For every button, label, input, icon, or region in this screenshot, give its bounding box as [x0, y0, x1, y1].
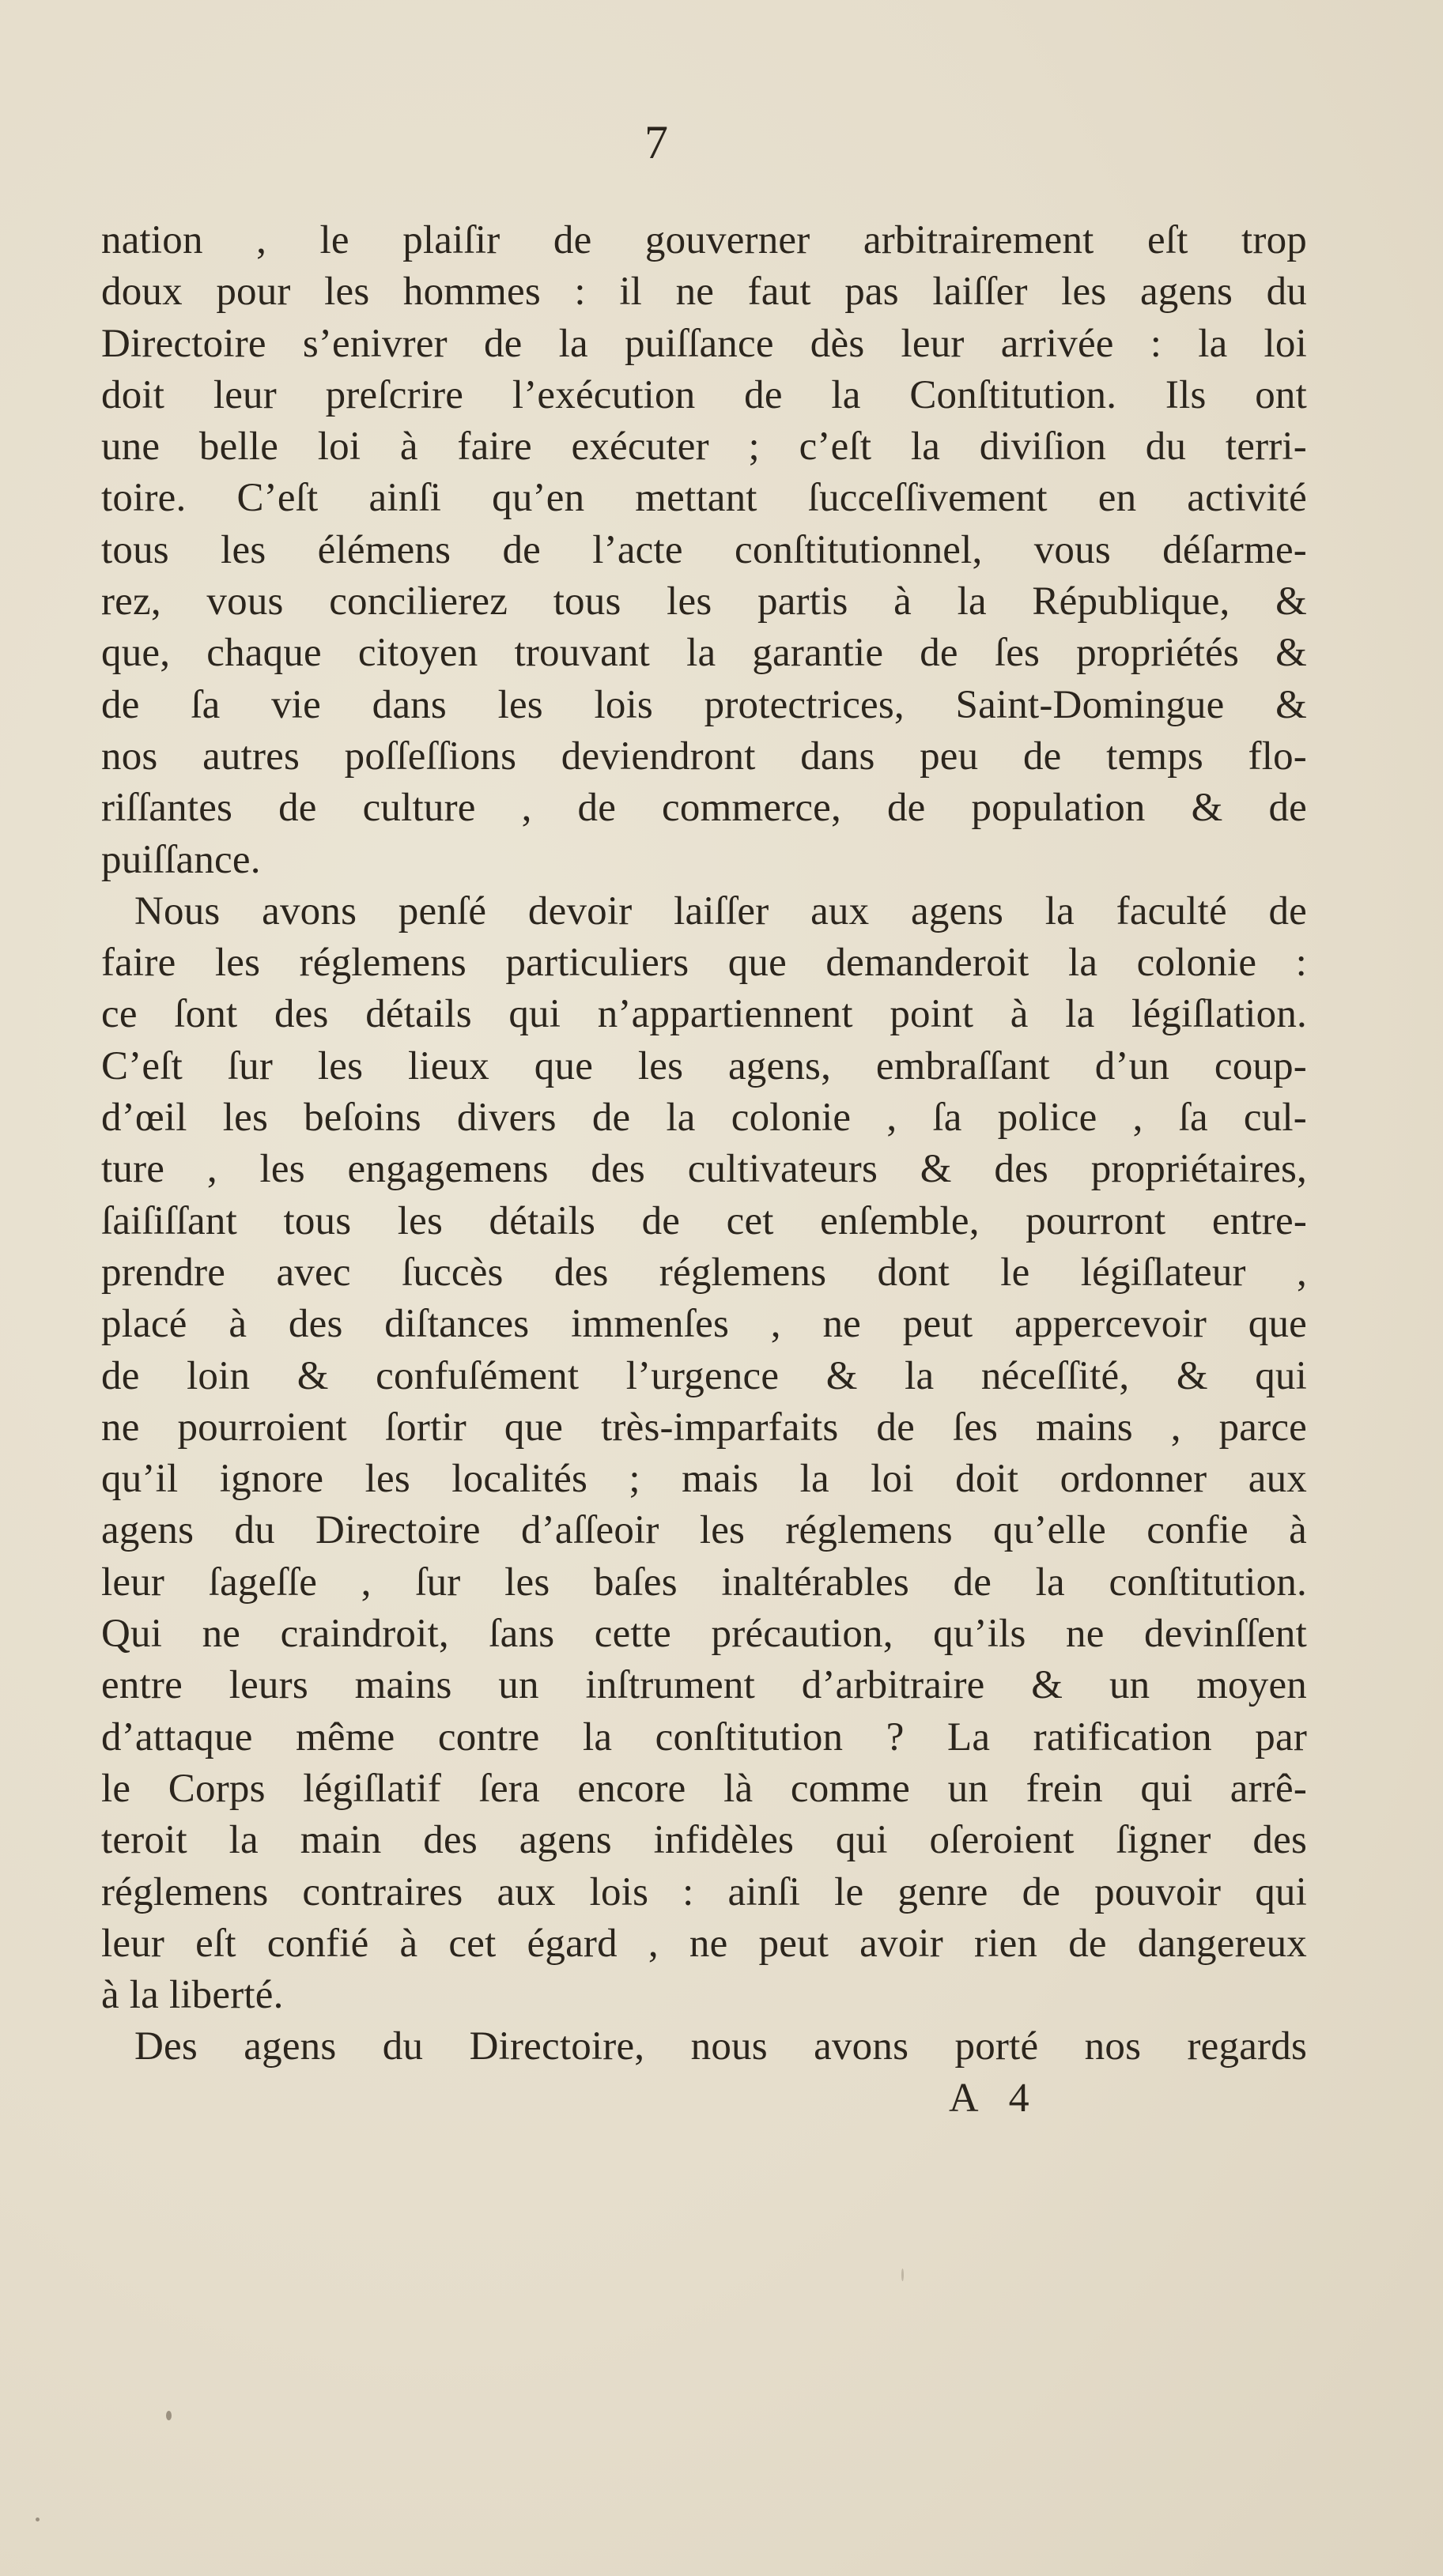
text-line: une belle loi à faire exécuter ; c’eſt la diviſion du terri-: [101, 424, 1307, 470]
text-line: ſaiſiſſant tous les détails de cet enſemble, pourront entre-: [101, 1198, 1307, 1243]
text-line: leur ſageſſe , ſur les baſes inaltérables de la conſtitution.: [101, 1560, 1307, 1605]
text-line: prendre avec ſuccès des réglemens dont le légiſlateur ,: [101, 1250, 1307, 1295]
text-line: toire. C’eſt ainſi qu’en mettant ſucceſſivement en activité: [101, 476, 1307, 521]
text-line: faire les réglemens particuliers que demanderoit la colonie :: [101, 941, 1307, 986]
text-line: entre leurs mains un inſtrument d’arbitraire & un moyen: [101, 1663, 1307, 1708]
paper-speck: [901, 2269, 904, 2281]
text-line: nation , le plaiſir de gouverner arbitrairement eſt trop: [101, 218, 1307, 262]
text-line: qu’il ignore les localités ; mais la loi doit ordonner aux: [101, 1457, 1307, 1502]
text-line: placé à des diſtances immenſes , ne peut appercevoir que: [101, 1302, 1307, 1347]
text-line: de ſa vie dans les lois protectrices, Saint-Domingue &: [101, 682, 1307, 727]
body-text: [101, 215, 1307, 2073]
text-line: leur eſt confié à cet égard , ne peut avoir rien de dangereux: [101, 1921, 1307, 1966]
text-line: que, chaque citoyen trouvant la garantie de ſes propriétés &: [101, 631, 1307, 676]
text-line: agens du Directoire d’aſſeoir les réglemens qu’elle confie à: [101, 1508, 1307, 1553]
paper-speck: [166, 2411, 172, 2420]
text-line: Directoire s’enivrer de la puiſſance dès leur arrivée : la loi: [101, 321, 1307, 366]
paragraph-start-line: Des agens du Directoire, nous avons porté nos regards: [134, 2024, 1307, 2069]
text-line: de loin & confuſément l’urgence & la néceſſité, & qui: [101, 1353, 1307, 1398]
text-line: ce ſont des détails qui n’appartiennent point à la légiſlation.: [101, 992, 1307, 1037]
text-line: d’œil les beſoins divers de la colonie , ſa police , ſa cul-: [101, 1096, 1307, 1141]
text-line: ne pourroient ſortir que très-imparfaits de ſes mains , parce: [101, 1405, 1307, 1450]
text-line: tous les élémens de l’acte conſtitutionnel, vous déſarme-: [101, 527, 1307, 572]
text-line: le Corps légiſlatif ſera encore là comme un frein qui arrê-: [101, 1766, 1307, 1811]
text-line: doux pour les hommes : il ne faut pas laiſſer les agens du: [101, 270, 1307, 315]
text-line: C’eſt ſur les lieux que les agens, embraſſant d’un coup-: [101, 1043, 1307, 1088]
text-line: rez, vous concilierez tous les partis à la République, &: [101, 579, 1307, 624]
paragraph-start-line: Nous avons penſé devoir laiſſer aux agens la faculté de: [134, 888, 1307, 933]
text-line: nos autres poſſeſſions deviendront dans peu de temps flo-: [101, 734, 1307, 779]
signature-mark: A 4: [949, 2076, 1041, 2121]
text-line: doit leur preſcrire l’exécution de la Conſtitution. Ils ont: [101, 372, 1307, 417]
text-line: teroit la main des agens infidèles qui oſeroient ſigner des: [101, 1818, 1307, 1863]
paragraph-end-line: à la liberté.: [101, 1973, 284, 2018]
text-line: réglemens contraires aux lois : ainſi le genre de pouvoir qui: [101, 1869, 1307, 1914]
page-number: 7: [644, 116, 668, 168]
text-line: ture , les engagemens des cultivateurs & des propriétaires,: [101, 1147, 1307, 1192]
paragraph-end-line: puiſſance.: [101, 837, 261, 882]
text-line: riſſantes de culture , de commerce, de population & de: [101, 786, 1307, 831]
text-line: d’attaque même contre la conſtitution ? La ratification par: [101, 1714, 1307, 1759]
paper-speck: [36, 2518, 40, 2521]
text-line: Qui ne craindroit, ſans cette précaution, qu’ils ne devinſſent: [101, 1612, 1307, 1657]
